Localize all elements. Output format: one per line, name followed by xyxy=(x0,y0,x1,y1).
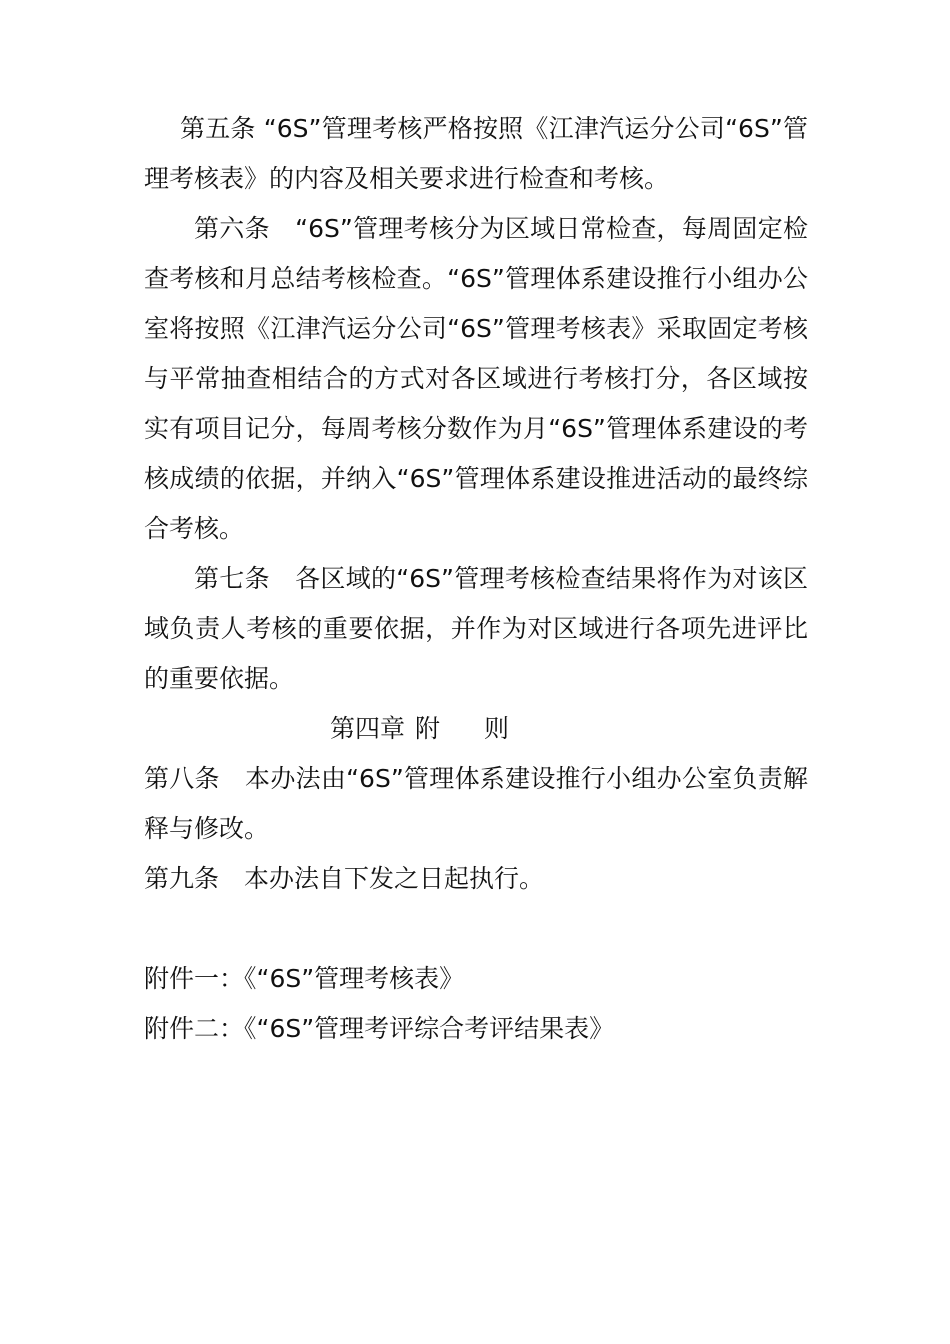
article-7: 第七条 各区域的“6S”管理考核检查结果将作为对该区域负责人考核的重要依据，并作为对区域进行各项先进评比的重要依据。 xyxy=(144,564,808,693)
chapter-heading xyxy=(144,704,808,754)
article-6: 第六条 “6S”管理考核分为区域日常检查，每周固定检查考核和月总结考核检查。“6S”管理体系建设推行小组办公室将按照《江津汽运分公司“6S”管理考核表》采取固定考核与平常抽查相结合的方式对各区域进行考核打分，各区域按实有项目记分，每周考核分数作为月“6S”管理体系建设的考核成绩的依据，并纳入“6S”管理体系建设推进活动的最终综合考核。 xyxy=(144,214,808,543)
article-9: 第九条 本办法自下发之日起执行。 xyxy=(144,864,545,893)
chapter-number: 第四章 xyxy=(330,714,406,743)
chapter-title-part2: 则 xyxy=(484,714,510,743)
attachment-1: 附件一：《“6S”管理考核表》 xyxy=(144,964,465,993)
article-8: 第八条 本办法由“6S”管理体系建设推行小组办公室负责解释与修改。 xyxy=(144,764,808,843)
article-5: 第五条 “6S”管理考核严格按照《江津汽运分公司“6S”管理考核表》的内容及相关要求进行检查和考核。 xyxy=(144,114,808,193)
chapter-title-part1: 附 xyxy=(415,714,441,743)
blank-line xyxy=(144,904,808,954)
attachment-2: 附件二：《“6S”管理考评综合考评结果表》 xyxy=(144,1014,615,1043)
document-body xyxy=(144,104,808,1054)
